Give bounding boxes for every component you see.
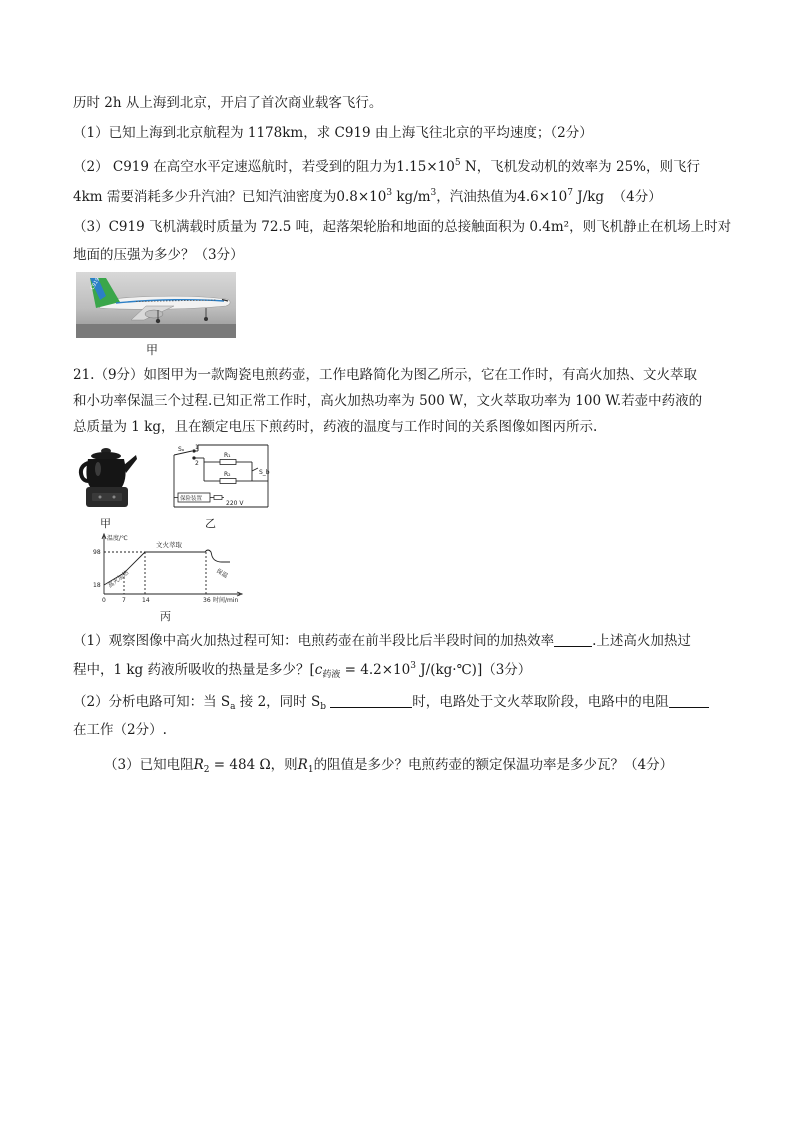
svg-text:R₁: R₁ <box>224 452 231 459</box>
q21-part1-line2: 程中，1 kg 药液所吸收的热量是多少？[$c_{药液} = 4.2\times 10^3$ J/(kg·℃)]（3分） <box>73 661 532 680</box>
svg-text:220 V: 220 V <box>226 500 244 507</box>
q21-part2-line1: （2）分析电路可知：当 $S_a$ 接 2，同时 $S_b$ 时，电路处于文火萃取阶段，电路中的电阻 <box>73 692 709 717</box>
r2-formula: $R_2 = 484$ Ω <box>193 757 271 775</box>
q20-part1: （1）已知上海到北京航程为 1178km，求 C919 由上海飞往北京的平均速度；（2分） <box>73 125 593 141</box>
figure-caption-yi: 乙 <box>205 517 216 530</box>
svg-text:高火加热: 高火加热 <box>106 569 131 590</box>
figure-caption-jia: 甲 <box>146 343 159 357</box>
gasoline-density: $0.8\times 10^3$ $kg/m^3$ <box>336 188 437 205</box>
answer-blank-switch-sb[interactable] <box>330 693 412 708</box>
svg-text:1: 1 <box>195 444 199 451</box>
q21-part3: （3）已知电阻$R_2 = 484$ Ω，则$R_1$的阻值是多少？电煎药壶的额定保温功率是多少瓦？（4分） <box>104 757 674 775</box>
svg-text:保险装置: 保险装置 <box>180 496 203 502</box>
q20-part3-line1: （3）C919 飞机满载时质量为 72.5 吨，起落架轮胎和地面的总接触面积为 0.4m²，则飞机静止在机场上时对 <box>73 219 732 235</box>
circuit-diagram <box>168 441 276 515</box>
answer-blank-efficiency[interactable] <box>554 632 592 647</box>
temperature-time-graph <box>80 532 250 608</box>
drag-force-value: $1.15\times 10^5$ N <box>396 158 477 175</box>
q21-line2: 和小功率保温三个过程.已知正常工作时，高火加热功率为 500 W，文火萃取功率为 100 W.若壶中药液的 <box>73 393 703 409</box>
q20-part2-line1: （2） C919 在高空水平定速巡航时，若受到的阻力为$1.15\times 10^5$ N，飞机发动机的效率为 25%，则飞行 <box>73 158 700 175</box>
svg-text:时间/min: 时间/min <box>213 597 239 604</box>
kettle-photo <box>76 443 140 513</box>
svg-text:2: 2 <box>195 460 199 467</box>
svg-text:0: 0 <box>102 597 106 604</box>
q21-line1: 21.（9分）如图甲为一款陶瓷电煎药壶，工作电路简化为图乙所示，它在工作时，有高火加热、文火萃取 <box>73 367 698 383</box>
answer-blank-resistor[interactable] <box>669 693 709 708</box>
svg-text:R₂: R₂ <box>224 471 231 478</box>
svg-text:保温: 保温 <box>215 567 229 580</box>
svg-text:文火萃取: 文火萃取 <box>156 541 182 549</box>
svg-text:Sₐ: Sₐ <box>178 446 185 453</box>
figure-caption-bing: 丙 <box>160 610 171 623</box>
q20-part2-line2: 4km 需要消耗多少升汽油？已知汽油密度为$0.8\times 10^3$ $kg/m^3$，汽油热值为$4.6\times 10^7$ J/kg （4分） <box>73 188 662 205</box>
specific-heat-formula: $c_{药液} = 4.2\times 10^3$ J/(kg·℃) <box>314 661 477 680</box>
q21-part2-line2: 在工作（2分）. <box>73 722 167 738</box>
svg-text:36: 36 <box>203 597 211 604</box>
svg-text:S_b: S_b <box>259 469 270 476</box>
q21-line3: 总质量为 1 kg，且在额定电压下煎药时，药液的温度与工作时间的关系图像如图丙所示. <box>73 419 598 435</box>
svg-text:温度/℃: 温度/℃ <box>107 535 128 542</box>
svg-text:18: 18 <box>93 582 101 589</box>
svg-text:14: 14 <box>142 597 150 604</box>
q20-part3-line2: 地面的压强为多少？（3分） <box>73 247 244 263</box>
q20-intro-line: 历时 2h 从上海到北京，开启了首次商业载客飞行。 <box>73 95 383 111</box>
svg-text:98: 98 <box>93 549 101 556</box>
figure-caption-jia-kettle: 甲 <box>100 517 111 530</box>
q21-part1-line1: （1）观察图像中高火加热过程可知：电煎药壶在前半段比后半段时间的加热效率 .上述高火加热过 <box>73 633 691 649</box>
svg-text:C919: C919 <box>89 276 102 291</box>
gasoline-heat-value: $4.6\times 10^7$ J/kg <box>517 188 605 205</box>
c919-plane-photo <box>76 272 236 338</box>
svg-text:7: 7 <box>122 597 126 604</box>
